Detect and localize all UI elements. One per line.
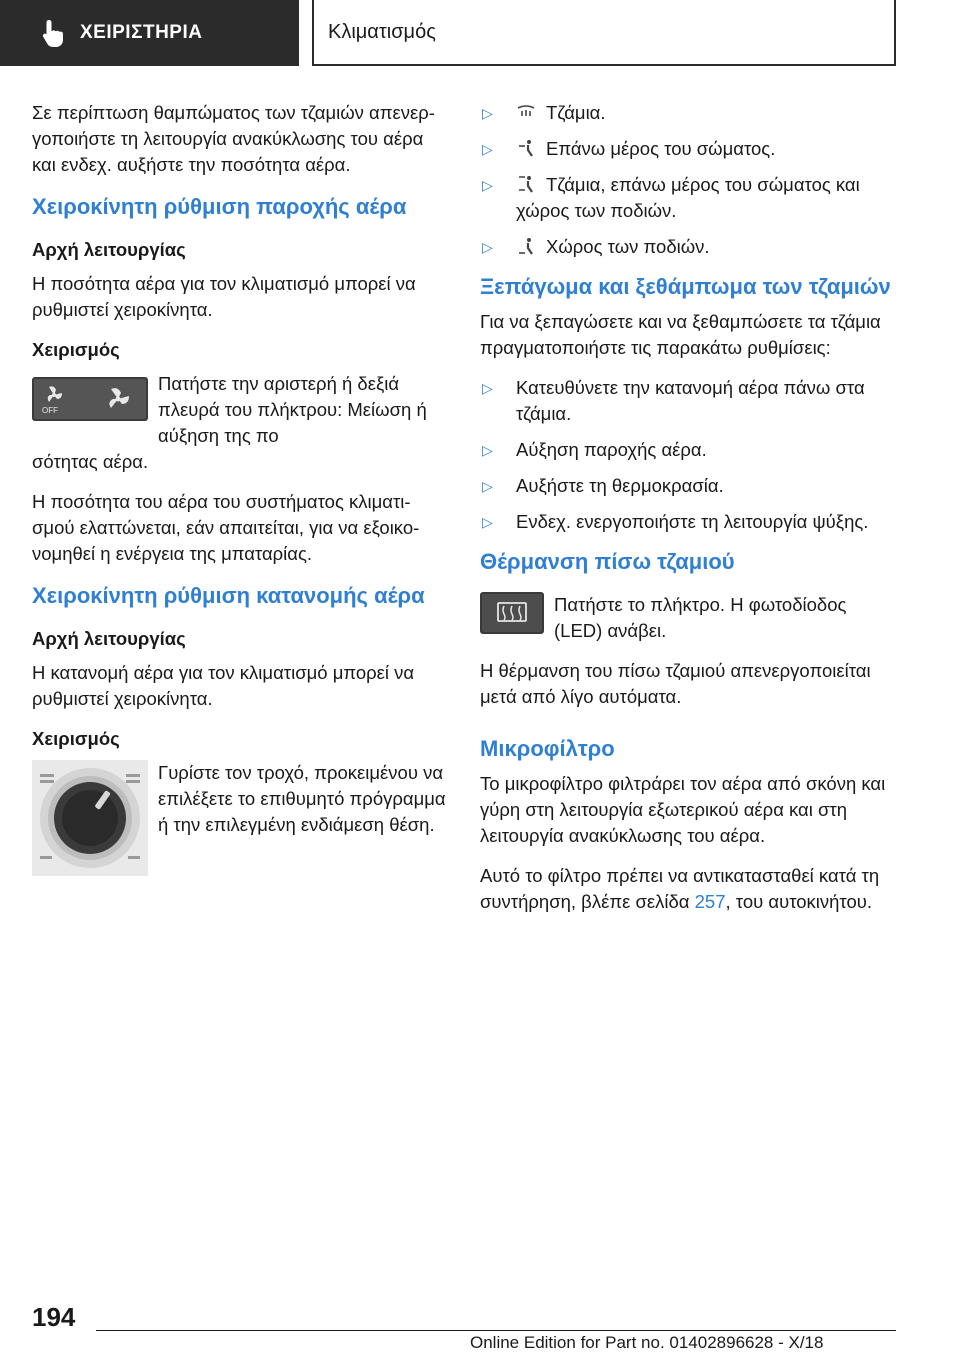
list-item: ▷ Κατευθύνετε την κατανομή αέρα πάνω στα τζάμια. [482, 377, 865, 424]
rear-defrost-text: Πατήστε το πλήκτρο. Η φωτοδίοδος (LED) ανάβει. [554, 594, 847, 641]
heading-defrost: Ξεπάγωμα και ξεθάμπωμα των τζαμιών [480, 274, 891, 299]
footwell-icon [516, 236, 536, 256]
triangle-bullet-icon: ▷ [482, 514, 493, 530]
right-column [480, 100, 896, 929]
footer-edition: Online Edition for Part no. 01402896628 - X/18 [470, 1333, 824, 1352]
triangle-bullet-icon: ▷ [482, 239, 493, 255]
list-item: ▷ Τζάμια, επάνω μέρος του σώματος και χώρος των ποδιών. [482, 174, 860, 221]
list-item: ▷ Επάνω μέρος του σώματος. [480, 136, 896, 162]
left-column [32, 100, 446, 897]
fan-button-text: Πατήστε την αριστερή ή δεξιά πλευρά του πλήκτρου: Μείωση ή αύξηση της πο [158, 373, 427, 446]
intro-paragraph: Σε περίπτωση θαμπώματος των τζαμιών απενεργοποιήστε τη λειτουργία ανακύκλωσης του αέρα και ενδεχ. αυξήστε την ποσότητα αέρα. [32, 102, 435, 175]
triangle-bullet-icon: ▷ [482, 141, 493, 157]
principle-text-2: Η κατανομή αέρα για τον κλιματισμό μπορεί να ρυθμιστεί χειροκίνητα. [32, 662, 415, 709]
subheading-operation: Χειρισμός [32, 339, 120, 360]
section-tab [0, 0, 299, 66]
fan-button-icon [32, 371, 148, 421]
hand-pointer-icon [40, 18, 66, 48]
heading-manual-air-volume: Χειροκίνητη ρύθμιση παροχής αέρα [32, 194, 407, 219]
knob-row [32, 760, 446, 883]
heading-manual-air-distribution: Χειροκίνητη ρύθμιση κατανομής αέρα [32, 583, 425, 608]
heading-rear-window-heating: Θέρμανση πίσω τζαμιού [480, 549, 735, 574]
off-label: OFF [42, 406, 58, 415]
battery-note: Η ποσότητα του αέρα του συστήματος κλιματισμού ελαττώνεται, εάν απαιτείται, για να εξοικονομηθεί η ενέργεια της μπαταρίας. [32, 491, 420, 564]
list-item: ▷ Αύξηση παροχής αέρα. [480, 437, 896, 463]
chapter-title: Κλιματισμός [328, 20, 436, 43]
defrost-text: Για να ξεπαγώσετε και να ξεθαμπώσετε τα τζάμια πραγματοποιήστε τις παρακάτω ρυθμίσεις: [480, 311, 881, 358]
triangle-bullet-icon: ▷ [482, 177, 493, 193]
knob-text: Γυρίστε τον τροχό, προκειμένου να επιλέξετε το επιθυμητό πρόγραμμα ή την επιλεγμένη ενδιάμεση θέση. [158, 762, 446, 835]
defrost-list [480, 375, 896, 535]
distribution-knob-icon [32, 760, 148, 876]
fan-button-row [32, 371, 446, 449]
distribution-knob-image [32, 760, 148, 883]
list-item: ▷ Χώρος των ποδιών. [480, 234, 896, 260]
windshield-icon [516, 102, 536, 122]
triangle-bullet-icon: ▷ [482, 380, 493, 396]
principle-text: Η ποσότητα αέρα για τον κλιματισμό μπορεί να ρυθμιστεί χειροκίνητα. [32, 273, 416, 320]
list-item: ▷ Τζάμια. [480, 100, 896, 126]
section-title: ΧΕΙΡΙΣΤΗΡΙΑ [80, 22, 203, 43]
subheading-principle: Αρχή λειτουργίας [32, 239, 186, 260]
footer-divider [96, 1330, 896, 1331]
page-number: 194 [32, 1302, 76, 1332]
upper-body-icon [516, 138, 536, 158]
subheading-operation-2: Χειρισμός [32, 728, 120, 749]
distribution-list [480, 100, 896, 260]
microfilter-text: Το μικροφίλτρο φιλτράρει τον αέρα από σκόνη και γύρη στη λειτουργία εξωτερικού αέρα και στη λειτουργία ανακύκλωσης του αέρα. [480, 773, 886, 846]
rear-defrost-row [480, 592, 896, 644]
list-item: ▷ Ενδεχ. ενεργοποιήστε τη λειτουργία ψύξης. [480, 509, 896, 535]
fan-button-image [32, 371, 148, 449]
rear-defrost-icon [480, 592, 544, 634]
triangle-bullet-icon: ▷ [482, 442, 493, 458]
chapter-tab [312, 0, 896, 66]
list-item: ▷ Αυξήστε τη θερμοκρασία. [480, 473, 896, 499]
page-link[interactable]: 257 [694, 891, 726, 912]
triangle-bullet-icon: ▷ [482, 478, 493, 494]
microfilter-replace-text: Αυτό το φίλτρο πρέπει να αντικατασταθεί κατά τη συντήρηση, βλέπε σελίδα 257, του αυτοκινήτου. [480, 865, 880, 912]
subheading-principle-2: Αρχή λειτουργίας [32, 628, 186, 649]
rear-defrost-note: Η θέρμανση του πίσω τζαμιού απενεργοποιείται μετά από λίγο αυτόματα. [480, 660, 871, 707]
body-and-feet-icon [516, 174, 536, 194]
fan-button-text-cont: σότητας αέρα. [32, 451, 149, 472]
triangle-bullet-icon: ▷ [482, 105, 493, 121]
heading-microfilter: Μικροφίλτρο [480, 736, 615, 761]
rear-defrost-button-image [480, 592, 544, 644]
